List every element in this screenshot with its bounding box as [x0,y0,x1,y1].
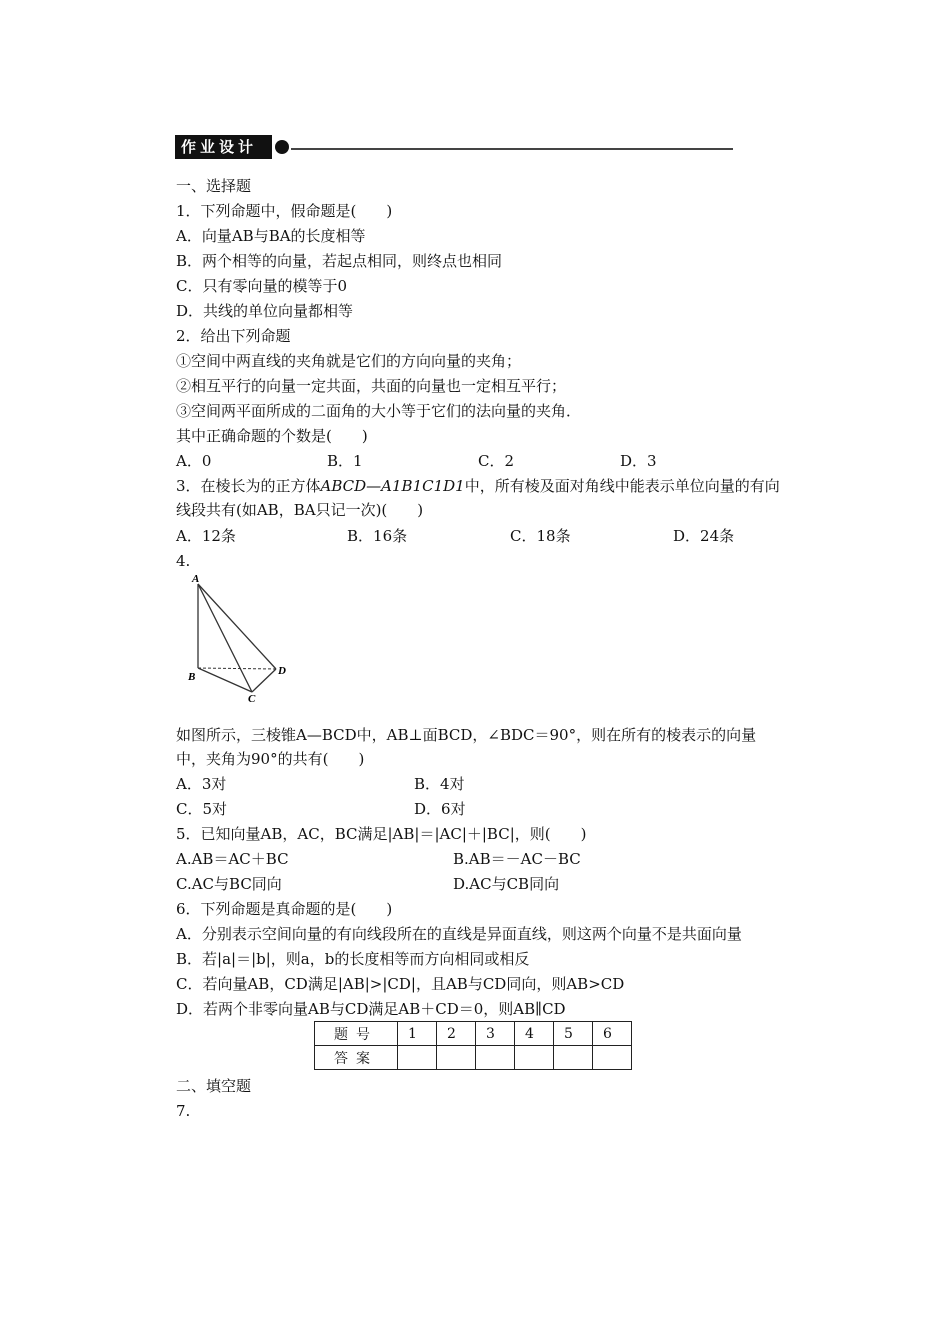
answer-cell-4[interactable] [515,1046,554,1070]
q3-option-a: A．12条 [176,527,236,545]
q4-number: 4. [176,552,191,570]
table-row [315,1046,632,1070]
q3-option-c: C．18条 [510,527,571,545]
q6-stem: 6．下列命题是真命题的是( ) [176,900,393,918]
table-label-answer: 答案 [315,1046,398,1070]
answer-cell-5[interactable] [554,1046,593,1070]
q1-stem: 1．下列命题中，假命题是( ) [176,202,393,220]
answer-cell-6[interactable] [593,1046,632,1070]
answer-cell-2[interactable] [437,1046,476,1070]
q5-option-a: A.AB＝AC＋BC [176,850,289,868]
section-title-fill: 二、填空题 [176,1077,252,1095]
q6-option-c: C．若向量AB，CD满足|AB|>|CD|，且AB与CD同向，则AB>CD [176,975,625,993]
q2-item-3: ③空间两平面所成的二面角的大小等于它们的法向量的夹角． [176,402,582,420]
table-number-5: 5 [554,1022,593,1046]
q4-line2: 中，夹角为90°的共有( ) [176,750,365,768]
q2-option-b: B．1 [327,452,363,470]
edge-cd [252,669,276,692]
table-number-1: 1 [398,1022,437,1046]
q3-line1-post: 中，所有棱及面对角线中能表示单位向量的有向 [464,477,780,495]
edge-ad [198,584,276,669]
vertex-label-c: C [248,693,256,702]
table-number-2: 2 [437,1022,476,1046]
q3-line2: 线段共有(如AB，BA只记一次)( ) [176,501,424,519]
table-number-3: 3 [476,1022,515,1046]
section-title-choice: 一、选择题 [176,177,252,195]
edge-ac [198,584,252,692]
q7-number: 7. [176,1102,191,1120]
q4-option-a: A．3对 [176,775,227,793]
q3-option-d: D．24条 [673,527,735,545]
table-row [315,1022,632,1046]
answer-cell-1[interactable] [398,1046,437,1070]
edge-bc [198,668,252,692]
q1-option-b: B．两个相等的向量，若起点相同，则终点也相同 [176,252,503,270]
q2-stem: 2．给出下列命题 [176,327,291,345]
table-number-4: 4 [515,1022,554,1046]
q2-option-c: C．2 [478,452,515,470]
header-title: 作业设计 [175,135,272,159]
q4-option-b: B．4对 [414,775,465,793]
answer-cell-3[interactable] [476,1046,515,1070]
q2-option-a: A．0 [176,452,212,470]
q5-option-d: D.AC与CB同向 [453,875,560,893]
q6-option-a: A．分别表示空间向量的有向线段所在的直线是异面直线，则这两个向量不是共面向量 [176,925,742,943]
q5-stem: 5．已知向量AB，AC，BC满足|AB|＝|AC|＋|BC|，则( ) [176,825,587,843]
tetrahedron-figure [186,572,296,702]
q2-option-d: D．3 [620,452,657,470]
q4-option-c: C．5对 [176,800,228,818]
q3-line1-pre: 3．在棱长为的正方体 [176,477,321,495]
q5-option-b: B.AB＝－AC－BC [453,850,581,868]
q6-option-b: B．若|a|＝|b|，则a，b的长度相等而方向相同或相反 [176,950,530,968]
q4-line1: 如图所示，三棱锥A—BCD中，AB⊥面BCD，∠BDC＝90°，则在所有的棱表示的向量 [176,726,757,744]
table-label-number: 题号 [315,1022,398,1046]
q3-option-b: B．16条 [347,527,408,545]
q2-item-1: ①空间中两直线的夹角就是它们的方向向量的夹角； [176,352,522,370]
vertex-label-a: A [192,573,200,585]
q4-option-d: D．6对 [414,800,466,818]
header-rule [291,148,733,150]
q6-option-d: D．若两个非零向量AB与CD满足AB＋CD＝0，则AB∥CD [176,1000,566,1018]
table-number-6: 6 [593,1022,632,1046]
q2-question: 其中正确命题的个数是( ) [176,427,368,445]
q1-option-c: C．只有零向量的模等于0 [176,277,348,295]
q1-option-a: A．向量AB与BA的长度相等 [176,227,366,245]
edge-bd-hidden [198,668,276,669]
vertex-label-b: B [188,671,196,683]
bullet-dot-icon [275,140,289,154]
q3-line1 [176,476,780,496]
q2-item-2: ②相互平行的向量一定共面，共面的向量也一定相互平行； [176,377,567,395]
answer-table [314,1021,632,1070]
q3-cube-name: ABCD—A1B1C1D1 [320,477,465,495]
vertex-label-d: D [278,665,286,677]
q5-option-c: C.AC与BC同向 [176,875,282,893]
q1-option-d: D．共线的单位向量都相等 [176,302,354,320]
